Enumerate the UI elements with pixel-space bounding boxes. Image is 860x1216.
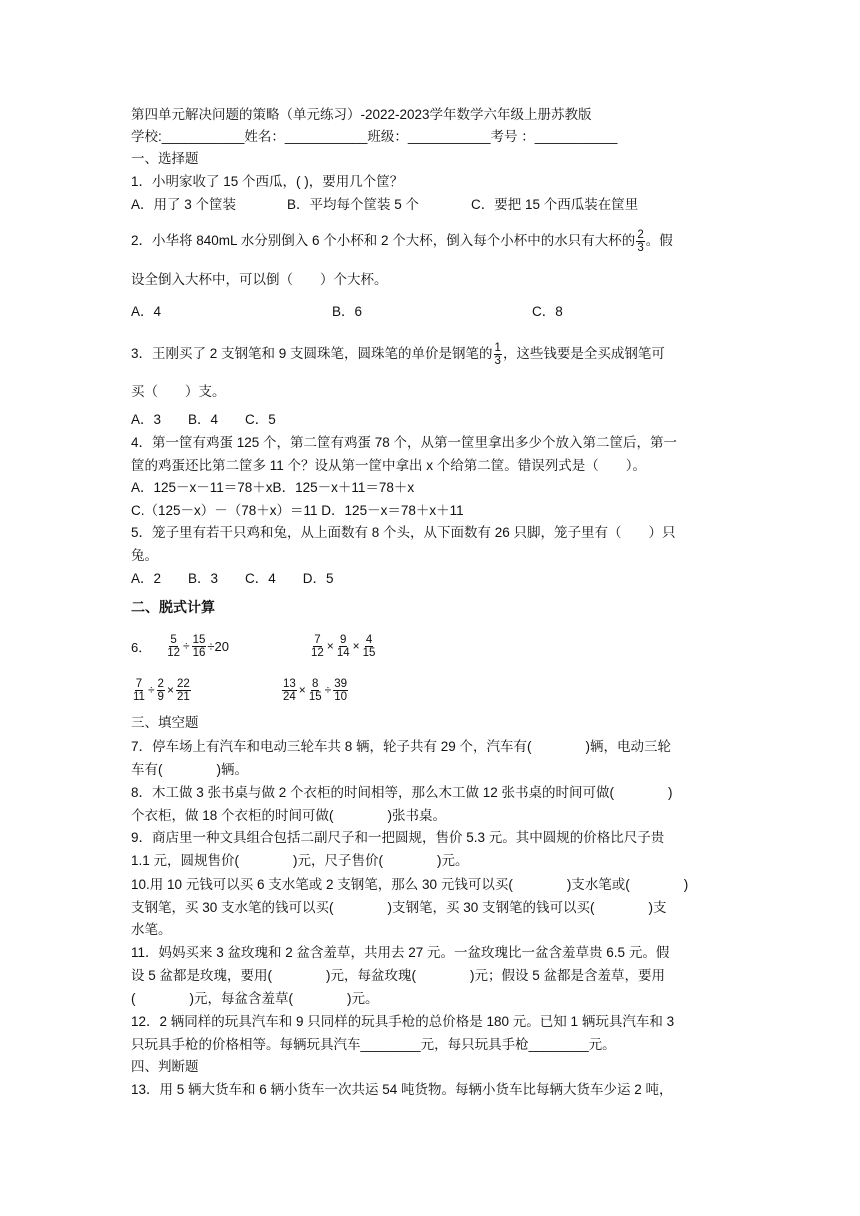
question-13-line-1: 13．用 5 辆大货车和 6 辆小货车一次共运 54 吨货物。每辆小货车比每辆大货车少运 2 吨， [131, 1082, 673, 1097]
question-8-line-2: 个衣柜，做 18 个衣柜的时间可做( )张书桌。 [131, 808, 447, 823]
section-heading-calculation: 二、脱式计算 [131, 599, 215, 615]
question-5-line-2: 兔。 [131, 548, 158, 563]
fraction: $\frac{4}{15}$ [362, 633, 376, 659]
question-11-line-3: ( )元，每盆含羞草( )元。 [131, 991, 379, 1006]
fraction: $\frac{39}{10}$ [334, 677, 347, 703]
fraction: $\frac{5}{12}$ [167, 633, 181, 659]
question-11-line-1: 11．妈妈买来 3 盆玫瑰和 2 盆含羞草，共用去 27 元。一盆玫瑰比一盆含羞草贵 6.5 元。假 [131, 945, 670, 960]
question-7-line-2: 车有( )辆。 [131, 762, 248, 777]
option-a: A．4 [131, 304, 162, 319]
question-4-line-2: 筐的鸡蛋还比第二筐多 11 个？设从第一筐中拿出 x 个给第二筐。错误列式是（ ）。 [131, 458, 647, 473]
question-2-options [131, 303, 730, 321]
question-1-options [131, 196, 730, 214]
question-4-options-ab: A．125－x－11＝78＋xB．125－x＋11＝78＋x [131, 480, 415, 495]
question-4-options-cd: C.（125－x）－（78＋x）＝11 D．125－x＝78＋x＋11 [131, 503, 464, 518]
question-9-line-2: 1.1 元，圆规售价( )元，尺子售价( )元。 [131, 853, 469, 868]
question-6-label: 6． [131, 639, 152, 655]
question-8-line-1: 8．木工做 3 张书桌与做 2 个衣柜的时间相等，那么木工做 12 张书桌的时间可做( ) [131, 785, 673, 800]
question-10-line-3: 水笔。 [131, 922, 172, 937]
fraction: $\frac{22}{21}$ [176, 677, 190, 703]
question-11-line-2: 设 5 盆都是玫瑰，要用( )元，每盆玫瑰( )元；假设 5 盆都是含羞草，要用 [131, 968, 666, 983]
fraction: $\frac{1}{3}$ [494, 341, 501, 367]
section-heading-judgment: 四、判断题 [131, 1059, 199, 1074]
question-4-line-1: 4．第一筐有鸡蛋 125 个，第二筐有鸡蛋 78 个，从第一筐里拿出多少个放入第二筐后，第一 [131, 435, 678, 450]
fraction: $\frac{13}{24}$ [283, 677, 296, 703]
question-5-options: A．2 B．3 C．4 D．5 [131, 571, 334, 586]
student-info-line: 学校:___________姓名：___________班级：___________考号 ：___________ [131, 129, 618, 144]
option-b: B．6 [332, 304, 363, 319]
calc-expression-2: $\frac{7}{12}$ × $\frac{9}{14}$ × $\frac{4}{15}$ [311, 633, 376, 659]
question-3-line-1: 3．王刚买了 2 支钢笔和 9 支圆珠笔，圆珠笔的单价是钢笔的 $\frac{1}{3}$ ，这些钱要是全买成钢笔可 [131, 341, 665, 367]
question-9-line-1: 9．商店里一种文具组合包括二副尺子和一把圆规，售价 5.3 元。其中圆规的价格比尺子贵 [131, 830, 665, 845]
fraction: $\frac{15}{16}$ [192, 633, 206, 659]
section-heading-fill-blank: 三、填空题 [131, 715, 199, 730]
calc-expression-1: 6． $\frac{5}{12}$ ÷ $\frac{15}{16}$ ÷20 [131, 633, 230, 659]
question-2-line-2: 设全倒入大杯中，可以倒（ ）个大杯。 [131, 272, 388, 287]
calc-expression-3: $\frac{7}{11}$ ÷ $\frac{2}{9}$ × $\frac{22}{21}$ [133, 677, 190, 703]
document-title: 第四单元解决问题的策略（单元练习）-2022-2023学年数学六年级上册苏教版 [131, 107, 592, 122]
question-1-text: 1．小明家收了 15 个西瓜，( )，要用几个筐？ [131, 174, 404, 189]
question-10-line-2: 支钢笔，买 30 支水笔的钱可以买( )支钢笔，买 30 支钢笔的钱可以买( )支 [131, 900, 667, 915]
question-3-text: 3．王刚买了 2 支钢笔和 9 支圆珠笔，圆珠笔的单价是钢笔的 [131, 346, 493, 361]
option-b: B．平均每个筐装 5 个 [287, 197, 420, 212]
question-5-line-1: 5．笼子里有若干只鸡和兔，从上面数有 8 个头，从下面数有 26 只脚，笼子里有（ ）只 [131, 525, 676, 540]
question-10-line-1: 10.用 10 元钱可以买 6 支水笔或 2 支钢笔，那么 30 元钱可以买( )支水笔或( ) [131, 877, 689, 892]
fraction: $\frac{2}{9}$ [157, 677, 164, 703]
fraction: $\frac{2}{3}$ [637, 228, 644, 254]
question-3-line-2: 买（ ）支。 [131, 384, 226, 399]
option-c: C．要把 15 个西瓜装在筐里 [471, 197, 639, 212]
calc-expression-4: $\frac{13}{24}$ × $\frac{8}{15}$ ÷ $\frac{39}{10}$ [283, 677, 347, 703]
question-2-line-1: 2．小华将 840mL 水分别倒入 6 个小杯和 2 个大杯，倒入每个小杯中的水只有大杯的 $\frac{2}{3}$ 。假 [131, 228, 673, 254]
question-12-line-2: 只玩具手枪的价格相等。每辆玩具汽车________元，每只玩具手枪________元。 [131, 1037, 616, 1052]
question-2-text: 2．小华将 840mL 水分别倒入 6 个小杯和 2 个大杯，倒入每个小杯中的水只有大杯的 [131, 233, 636, 248]
fraction: $\frac{7}{12}$ [311, 633, 324, 659]
question-3-options: A．3 B．4 C．5 [131, 412, 276, 427]
fraction: $\frac{8}{15}$ [308, 677, 322, 703]
section-heading-choice: 一、选择题 [131, 151, 199, 166]
fraction: $\frac{9}{14}$ [336, 633, 350, 659]
question-12-line-1: 12．2 辆同样的玩具汽车和 9 只同样的玩具手枪的总价格是 180 元。已知 1 辆玩具汽车和 3 [131, 1014, 675, 1029]
fraction: $\frac{7}{11}$ [133, 677, 145, 703]
option-c: C．8 [532, 304, 563, 319]
question-7-line-1: 7．停车场上有汽车和电动三轮车共 8 辆，轮子共有 29 个，汽车有( )辆，电动三轮 [131, 739, 672, 754]
option-a: A．用了 3 个筐装 [131, 197, 237, 212]
